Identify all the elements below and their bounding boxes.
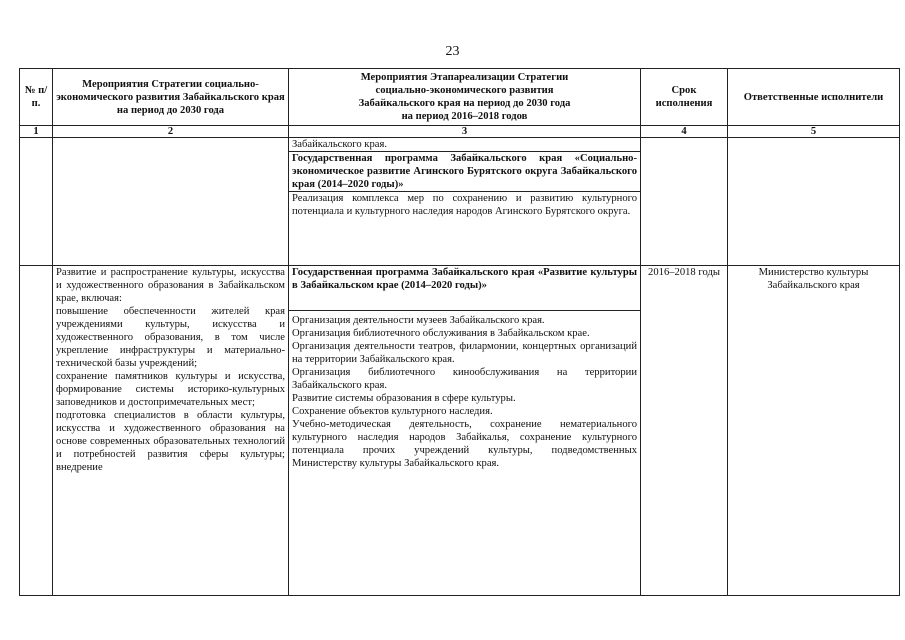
row2-strategy-item: подготовка специалистов в области культуры, искусства и художественного образования на основе современных образовательных технологий и потребностей развития сферы культуры; внедрение — [56, 410, 285, 473]
row2-number-cell — [20, 266, 53, 596]
row2-strategy-intro: Развитие и распространение культуры, искусства и художественного образования в Забайкальском крае, включая: — [56, 267, 285, 304]
row2-activity-item: Организация библиотечного обслуживания в Забайкальском крае. — [292, 328, 590, 339]
header-responsible: Ответственные исполнители — [728, 69, 900, 126]
row2-stage-cell — [289, 266, 641, 596]
row2-activity-item: Развитие системы образования в сфере культуры. — [292, 393, 516, 404]
row2-strategy-item: повышение обеспеченности жителей края учреждениями культуры, искусства и художественного образования, в том числе укрепление инфраструктуры и материально-технической базы учреждений; — [56, 306, 285, 369]
row1-stage-cell — [289, 138, 641, 266]
column-number: 3 — [289, 126, 641, 138]
header-stage-line-2: социально-экономического развития — [375, 85, 554, 96]
table-row — [20, 266, 900, 596]
header-strategy-measures: Мероприятия Стратегии социально-экономического развития Забайкальского края на период до 2030 года — [53, 69, 289, 126]
header-stage-line-4: на период 2016–2018 годов — [401, 111, 528, 122]
column-number: 1 — [20, 126, 53, 138]
header-row — [20, 69, 900, 126]
strategy-table — [19, 68, 900, 596]
row2-strategy-item: сохранение памятников культуры и искусства, формирование системы историко-культурных заповедников и достопримечательных мест; — [56, 371, 285, 408]
row1-responsible-cell — [728, 138, 900, 266]
row1-continuation-text: Забайкальского края. — [292, 139, 387, 150]
row2-activity-item: Учебно-методическая деятельность, сохранение нематериального культурного наследия народов Забайкалья, сохранение культурного потенциала прочих учреждений культуры, подведомственных Министерству культуры Забайкальского края. — [292, 419, 637, 469]
row2-responsible-cell: Министерство культуры Забайкальского края — [728, 266, 900, 596]
header-stage-line-1: Мероприятия Этапареализации Стратегии — [360, 72, 569, 83]
row1-deadline-cell — [641, 138, 728, 266]
row2-activity-item: Сохранение объектов культурного наследия. — [292, 406, 493, 417]
row2-activity-item: Организация деятельности театров, филармонии, концертных организаций на территории Забайкальского края. — [292, 341, 637, 365]
row2-activity-item: Организация деятельности музеев Забайкальского края. — [292, 315, 545, 326]
row2-program-title: Государственная программа Забайкальского края «Развитие культуры в Забайкальском крае (2014–2020 годы)» — [292, 267, 637, 291]
column-number-row — [20, 126, 900, 138]
row2-activity-item: Организация библиотечного кинообслуживания на территории Забайкальского края. — [292, 367, 637, 391]
column-number: 4 — [641, 126, 728, 138]
column-number: 5 — [728, 126, 900, 138]
header-number: № п/п. — [20, 69, 53, 126]
row1-program-title: Государственная программа Забайкальского края «Социально-экономическое развитие Агинского Бурятского округа Забайкальского края (2014–2020 годы)» — [289, 151, 640, 191]
row2-activities — [289, 310, 640, 470]
header-stage-line-3: Забайкальского края на период до 2030 года — [358, 98, 571, 109]
table-row — [20, 138, 900, 266]
row1-strategy-cell — [53, 138, 289, 266]
column-number: 2 — [53, 126, 289, 138]
row2-strategy-cell — [53, 266, 289, 596]
header-stage-measures — [289, 69, 641, 126]
page-number: 23 — [445, 44, 460, 59]
header-deadline: Срок исполнения — [641, 69, 728, 126]
row1-measure-text: Реализация комплекса мер по сохранению и развитию культурного потенциала и культурного наследия народов Агинского Бурятского округа. — [289, 191, 640, 218]
row2-deadline-cell: 2016–2018 годы — [641, 266, 728, 596]
row1-number-cell — [20, 138, 53, 266]
